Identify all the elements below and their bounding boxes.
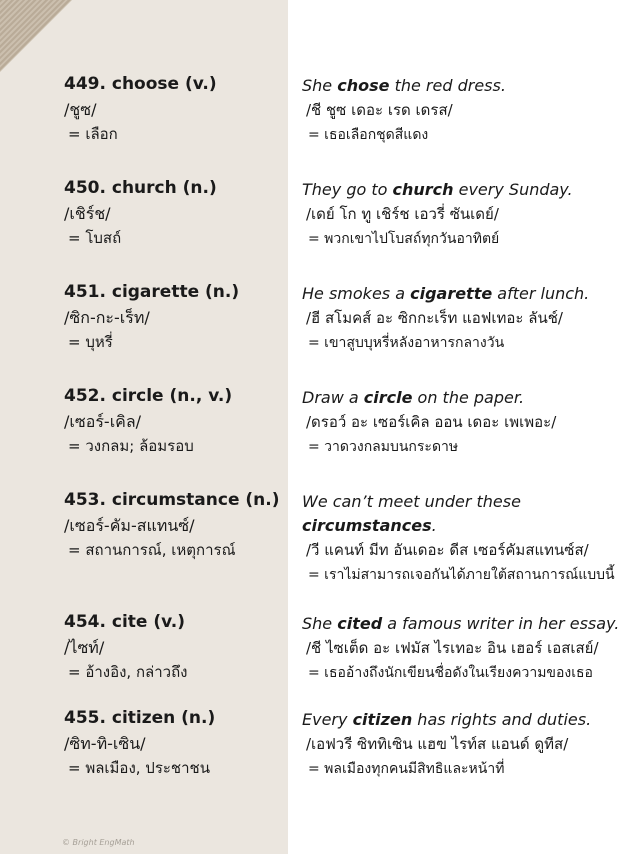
- entry-pronunciation: /ไซท์/: [64, 638, 105, 657]
- entry-meaning: = พลเมือง, ประชาชน: [68, 759, 210, 777]
- entry-meaning: = สถานการณ์, เหตุการณ์: [68, 541, 236, 559]
- entry-meaning: = บุหรี่: [68, 333, 113, 351]
- sentence-translation: = พวกเขาไปโบสถ์ทุกวันอาทิตย์: [308, 231, 500, 247]
- example-sentence: He smokes a cigarette after lunch.: [302, 284, 590, 303]
- entry-meaning: = เลือก: [68, 125, 118, 143]
- entry-pronunciation: /ซิก-กะ-เร็ท/: [64, 308, 150, 327]
- highlighted-word: cigarette: [410, 284, 493, 303]
- highlighted-word: cited: [337, 614, 383, 633]
- sentence-translation: = เธอเลือกชุดสีแดง: [308, 127, 429, 143]
- sentence-pronunciation: /เอฟวรี ซิททิเซิน แฮฃ ไรท์ส แอนด์ ดูทีส/: [306, 735, 569, 753]
- highlighted-word: church: [392, 180, 454, 199]
- entry-word: 454. cite (v.): [64, 612, 186, 632]
- entry-pronunciation: /เซอร์-คัม-สแทนซ์/: [64, 516, 195, 535]
- credit-watermark: © Bright EngMath: [62, 838, 135, 847]
- entry-pronunciation: /เชิร์ช/: [64, 204, 111, 223]
- entry-word: 455. citizen (n.): [64, 708, 216, 728]
- entry-word: 450. church (n.): [64, 178, 217, 198]
- entry-word: 449. choose (v.): [64, 74, 217, 94]
- example-sentence: They go to church every Sunday.: [302, 180, 573, 199]
- sentence-translation: = วาดวงกลมบนกระดาษ: [308, 439, 459, 455]
- sentence-translation: = เขาสูบบุหรี่หลังอาหารกลางวัน: [308, 335, 505, 351]
- entry-pronunciation: /ซิท-ทิ-เซิน/: [64, 734, 146, 753]
- highlighted-word: chose: [337, 76, 390, 95]
- sentence-translation: = พลเมืองทุกคนมีสิทธิและหน้าที่: [308, 761, 505, 777]
- entry-meaning: = วงกลม; ล้อมรอบ: [68, 437, 194, 455]
- sentence-translation: = เธออ้างถึงนักเขียนชื่อดังในเรียงความของเธอ: [308, 665, 593, 681]
- highlighted-word: circumstances: [302, 516, 432, 535]
- highlighted-word: citizen: [352, 710, 413, 729]
- sentence-translation: = เราไม่สามารถเจอกันได้ภายใต้สถานการณ์แบบนี้: [308, 567, 615, 583]
- example-sentence: She chose the red dress.: [302, 76, 506, 95]
- sentence-pronunciation: /ฮี สโมคส์ อะ ซิกกะเร็ท แอฟเทอะ ลันช์/: [306, 309, 563, 327]
- entry-pronunciation: /ชูซ/: [64, 100, 97, 119]
- entry-word: 452. circle (n., v.): [64, 386, 233, 406]
- sentence-pronunciation: /ดรอว์ อะ เซอร์เคิล ออน เดอะ เพเพอะ/: [306, 413, 557, 431]
- entry-meaning: = โบสถ์: [68, 229, 122, 247]
- entry-pronunciation: /เซอร์-เคิล/: [64, 412, 142, 431]
- example-sentence: She cited a famous writer in her essay.: [302, 614, 620, 633]
- entry-meaning: = อ้างอิง, กล่าวถึง: [68, 663, 188, 681]
- sentence-pronunciation: /วี แคนท์ มีท อันเดอะ ดีส เซอร์คัมสแทนซ์ส/: [306, 541, 589, 559]
- example-sentence: Every citizen has rights and duties.: [302, 710, 592, 729]
- highlighted-word: circle: [363, 388, 413, 407]
- sentence-pronunciation: /เดย์ โก ทู เชิร์ช เอวรี่ ซันเดย์/: [306, 205, 499, 223]
- sentence-pronunciation: /ชี ไซเต็ด อะ เฟมัส ไรเทอะ อิน เฮอร์ เอสเสย์/: [306, 639, 599, 657]
- entry-word: 451. cigarette (n.): [64, 282, 240, 302]
- example-sentence: We can’t meet under these circumstances.: [302, 492, 521, 535]
- sentence-pronunciation: /ชี ชูซ เดอะ เรด เดรส/: [306, 101, 453, 119]
- example-sentence: Draw a circle on the paper.: [302, 388, 525, 407]
- entry-word: 453. circumstance (n.): [64, 490, 280, 510]
